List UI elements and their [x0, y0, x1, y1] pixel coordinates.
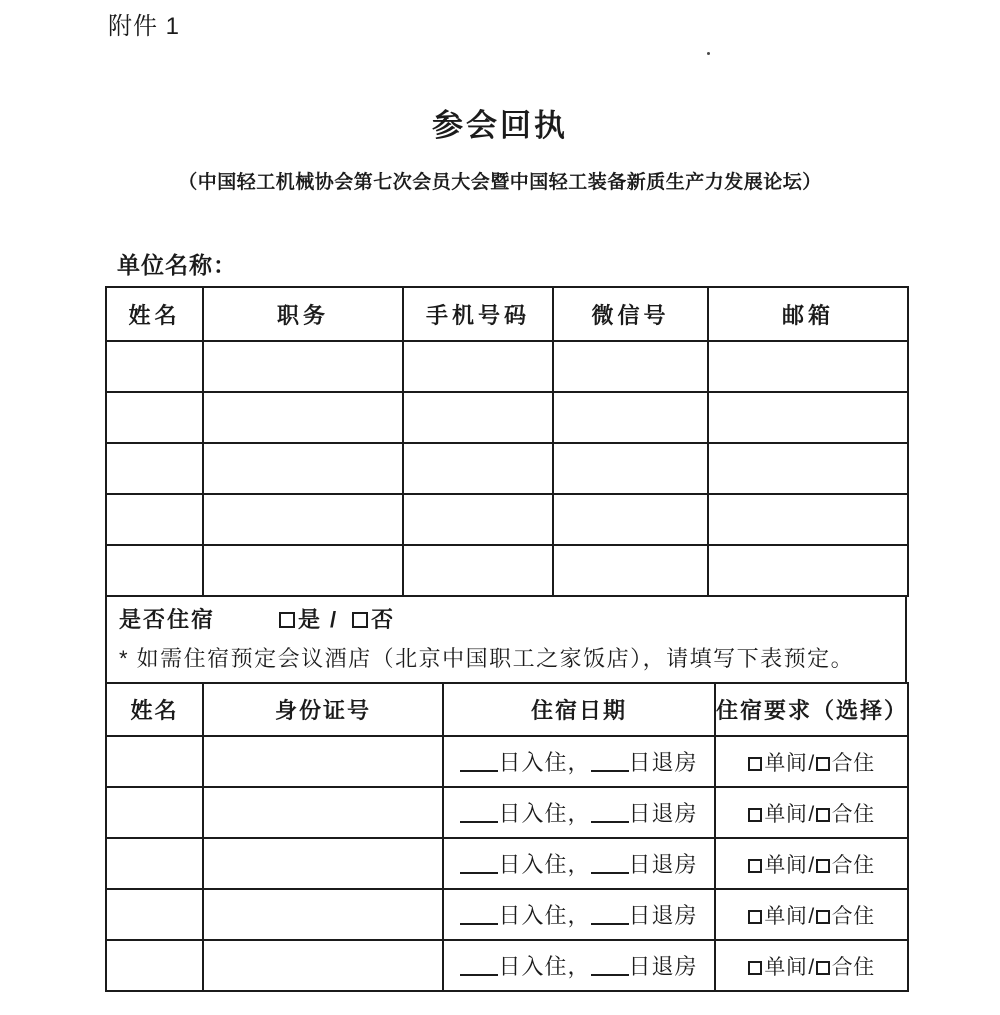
- single-room-label: 单间: [764, 751, 808, 775]
- attendee-wechat-cell[interactable]: [553, 545, 708, 596]
- booking-name-cell[interactable]: [106, 889, 203, 940]
- booking-name-cell[interactable]: [106, 787, 203, 838]
- attendee-mobile-cell[interactable]: [403, 443, 553, 494]
- attendee-position-cell[interactable]: [203, 443, 403, 494]
- attendee-header-wechat: 微信号: [553, 287, 708, 341]
- attendee-header-row: [106, 287, 908, 341]
- booking-id-cell[interactable]: [203, 787, 443, 838]
- shared-room-option[interactable]: [816, 905, 875, 928]
- checkout-day-blank[interactable]: [591, 922, 629, 925]
- single-room-option[interactable]: [748, 956, 807, 979]
- booking-row: [106, 940, 908, 991]
- checkout-suffix-label: 日退房: [628, 903, 698, 928]
- single-room-option[interactable]: [748, 752, 807, 775]
- booking-room-cell: [715, 940, 908, 991]
- booking-id-cell[interactable]: [203, 838, 443, 889]
- attendee-position-cell[interactable]: [203, 494, 403, 545]
- booking-header-name: 姓名: [106, 683, 203, 736]
- attendee-table: [105, 286, 909, 597]
- reply-form: [105, 286, 907, 992]
- checkin-suffix-label: 日入住，: [498, 750, 591, 775]
- checkin-day-blank[interactable]: [460, 820, 498, 823]
- booking-name-cell[interactable]: [106, 736, 203, 787]
- attendee-mobile-cell[interactable]: [403, 341, 553, 392]
- attendee-wechat-cell[interactable]: [553, 494, 708, 545]
- booking-header-room-request: 住宿要求（选择）: [715, 683, 908, 736]
- attendee-header-name: 姓名: [106, 287, 203, 341]
- accommodation-yes-option[interactable]: [279, 607, 322, 632]
- attendee-position-cell[interactable]: [203, 392, 403, 443]
- booking-name-cell[interactable]: [106, 838, 203, 889]
- booking-dates-cell: [443, 787, 715, 838]
- single-room-option[interactable]: [748, 803, 807, 826]
- single-room-option[interactable]: [748, 854, 807, 877]
- checkbox-single-room-icon[interactable]: [748, 808, 762, 822]
- checkin-day-blank[interactable]: [460, 769, 498, 772]
- attendee-email-cell[interactable]: [708, 341, 908, 392]
- checkbox-single-room-icon[interactable]: [748, 859, 762, 873]
- booking-room-cell: [715, 736, 908, 787]
- booking-id-cell[interactable]: [203, 889, 443, 940]
- attachment-label: 附件 1: [108, 13, 181, 40]
- page-subtitle: （中国轻工机械协会第七次会员大会暨中国轻工装备新质生产力发展论坛）: [178, 172, 822, 193]
- attendee-row: [106, 545, 908, 596]
- booking-header-row: [106, 683, 908, 736]
- booking-row: [106, 889, 908, 940]
- checkin-suffix-label: 日入住，: [498, 801, 591, 826]
- accommodation-no-option[interactable]: [352, 607, 395, 632]
- attendee-wechat-cell[interactable]: [553, 392, 708, 443]
- booking-dates-cell: [443, 889, 715, 940]
- booking-row: [106, 787, 908, 838]
- accommodation-question-label: 是否住宿: [119, 607, 216, 632]
- booking-table: [105, 682, 909, 992]
- attendee-row: [106, 341, 908, 392]
- attendee-mobile-cell[interactable]: [403, 545, 553, 596]
- shared-room-label: 合住: [831, 802, 875, 826]
- checkout-suffix-label: 日退房: [628, 852, 698, 877]
- attendee-email-cell[interactable]: [708, 392, 908, 443]
- single-room-label: 单间: [764, 955, 808, 979]
- attendee-mobile-cell[interactable]: [403, 392, 553, 443]
- checkin-suffix-label: 日入住，: [498, 903, 591, 928]
- booking-name-cell[interactable]: [106, 940, 203, 991]
- checkin-suffix-label: 日入住，: [498, 954, 591, 979]
- checkout-suffix-label: 日退房: [628, 801, 698, 826]
- checkbox-shared-room-icon[interactable]: [816, 757, 830, 771]
- checkbox-shared-room-icon[interactable]: [816, 961, 830, 975]
- no-option-label: 否: [371, 607, 396, 632]
- checkbox-single-room-icon[interactable]: [748, 757, 762, 771]
- attendee-wechat-cell[interactable]: [553, 443, 708, 494]
- room-option-separator: /: [808, 904, 815, 928]
- checkin-day-blank[interactable]: [460, 922, 498, 925]
- checkbox-shared-room-icon[interactable]: [816, 910, 830, 924]
- shared-room-label: 合住: [831, 751, 875, 775]
- booking-dates-cell: [443, 736, 715, 787]
- checkout-suffix-label: 日退房: [628, 750, 698, 775]
- booking-room-cell: [715, 787, 908, 838]
- attendee-header-mobile: 手机号码: [403, 287, 553, 341]
- checkin-suffix-label: 日入住，: [498, 852, 591, 877]
- booking-room-cell: [715, 889, 908, 940]
- checkin-day-blank[interactable]: [460, 871, 498, 874]
- attendee-header-email: 邮箱: [708, 287, 908, 341]
- accommodation-note: * 如需住宿预定会议酒店（北京中国职工之家饭店），请填写下表预定。: [119, 646, 855, 671]
- attendee-wechat-cell[interactable]: [553, 341, 708, 392]
- shared-room-label: 合住: [831, 853, 875, 877]
- attendee-name-cell[interactable]: [106, 443, 203, 494]
- attendee-row: [106, 392, 908, 443]
- accommodation-section: [105, 597, 907, 682]
- attendee-email-cell[interactable]: [708, 443, 908, 494]
- attendee-row: [106, 494, 908, 545]
- checkin-day-blank[interactable]: [460, 973, 498, 976]
- checkout-day-blank[interactable]: [591, 973, 629, 976]
- checkbox-shared-room-icon[interactable]: [816, 859, 830, 873]
- booking-room-cell: [715, 838, 908, 889]
- checkout-day-blank[interactable]: [591, 769, 629, 772]
- attendee-row: [106, 443, 908, 494]
- booking-id-cell[interactable]: [203, 940, 443, 991]
- shared-room-option[interactable]: [816, 752, 875, 775]
- booking-header-id-number: 身份证号: [203, 683, 443, 736]
- booking-dates-cell: [443, 838, 715, 889]
- attendee-name-cell[interactable]: [106, 392, 203, 443]
- single-room-label: 单间: [764, 853, 808, 877]
- attendee-header-position: 职务: [203, 287, 403, 341]
- checkout-day-blank[interactable]: [591, 820, 629, 823]
- checkbox-shared-room-icon[interactable]: [816, 808, 830, 822]
- booking-dates-cell: [443, 940, 715, 991]
- shared-room-option[interactable]: [816, 956, 875, 979]
- room-option-separator: /: [808, 853, 815, 877]
- checkout-day-blank[interactable]: [591, 871, 629, 874]
- attendee-email-cell[interactable]: [708, 545, 908, 596]
- booking-row: [106, 838, 908, 889]
- yes-option-label: 是: [298, 607, 323, 632]
- page-title: 参会回执: [432, 108, 568, 143]
- attendee-email-cell[interactable]: [708, 494, 908, 545]
- room-option-separator: /: [808, 802, 815, 826]
- unit-name-label: 单位名称：: [117, 252, 237, 278]
- booking-header-dates: 住宿日期: [443, 683, 715, 736]
- checkbox-single-room-icon[interactable]: [748, 961, 762, 975]
- attendee-mobile-cell[interactable]: [403, 494, 553, 545]
- checkbox-yes-icon[interactable]: [279, 612, 295, 628]
- shared-room-label: 合住: [831, 955, 875, 979]
- attendee-position-cell[interactable]: [203, 545, 403, 596]
- attendee-position-cell[interactable]: [203, 341, 403, 392]
- checkout-suffix-label: 日退房: [628, 954, 698, 979]
- attendee-name-cell[interactable]: [106, 494, 203, 545]
- single-room-label: 单间: [764, 802, 808, 826]
- attendee-name-cell[interactable]: [106, 341, 203, 392]
- booking-row: [106, 736, 908, 787]
- single-room-label: 单间: [764, 904, 808, 928]
- room-option-separator: /: [808, 955, 815, 979]
- shared-room-option[interactable]: [816, 803, 875, 826]
- attendee-name-cell[interactable]: [106, 545, 203, 596]
- single-room-option[interactable]: [748, 905, 807, 928]
- room-option-separator: /: [808, 751, 815, 775]
- checkbox-single-room-icon[interactable]: [748, 910, 762, 924]
- shared-room-option[interactable]: [816, 854, 875, 877]
- scan-speckle: [707, 52, 710, 55]
- booking-id-cell[interactable]: [203, 736, 443, 787]
- checkbox-no-icon[interactable]: [352, 612, 368, 628]
- accommodation-question-line: [119, 604, 897, 636]
- shared-room-label: 合住: [831, 904, 875, 928]
- option-separator: /: [330, 607, 339, 632]
